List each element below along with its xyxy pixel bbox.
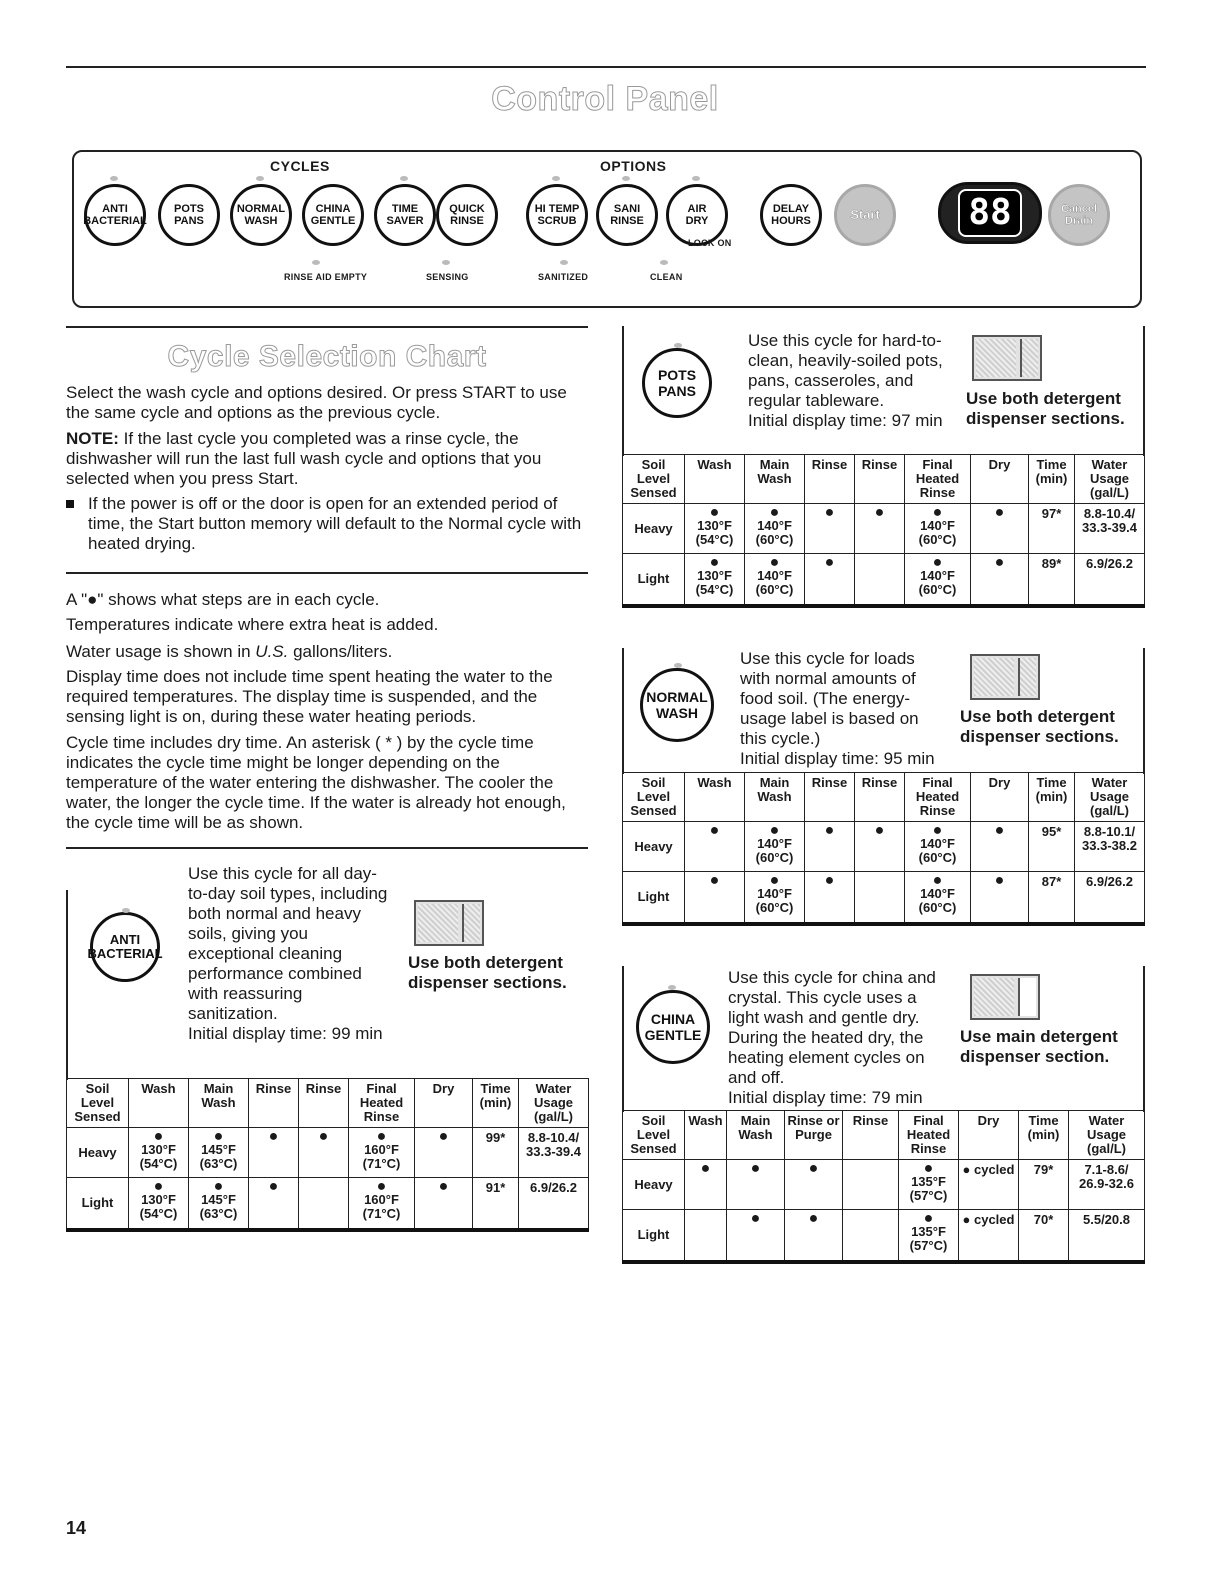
start-button[interactable]: Start: [834, 184, 896, 246]
anti-bacterial-detergent-note: Use both detergent dispenser sections.: [408, 953, 567, 992]
pots-pans-button[interactable]: POTS PANS: [158, 184, 220, 246]
legend-water-usage: Water usage is shown in U.S. gallons/liters.: [66, 642, 393, 661]
display-time-note: Display time does not include time spent heating the water to the required temperatures. The display time is suspended, and the sensing light is on, during these water heating periods.: [66, 667, 553, 726]
bullet-marker: [66, 500, 74, 508]
col-soil: Soil Level Sensed: [623, 1111, 685, 1160]
table-header-row: [623, 1111, 1145, 1160]
legend-rule-bottom: [66, 847, 588, 849]
cancel-drain-button[interactable]: Cancel Drain: [1048, 184, 1110, 246]
china-gentle-cycle-icon: CHINA GENTLE: [636, 990, 710, 1064]
led-anti-bacterial: [110, 176, 118, 181]
sanitized-light: [560, 260, 568, 265]
page-number: 14: [66, 1518, 87, 1538]
table-row: Light ● 130°F (54°C) ● 145°F (63°C) ● ● 160°F (71°C) ● 91* 6.9/26.2: [67, 1178, 589, 1230]
note-label: NOTE:: [66, 429, 119, 448]
rinse-aid-empty-label: RINSE AID EMPTY: [284, 272, 368, 282]
pots-pans-description: Use this cycle for hard-to- clean, heavily-soiled pots, pans, casseroles, and regular tableware. Initial display time: 97 min: [748, 331, 943, 430]
dispenser-both-icon: [972, 335, 1042, 381]
pots-pans-detergent-note: Use both detergent dispenser sections.: [966, 389, 1125, 428]
col-rinse-or-purge: Rinse or Purge: [785, 1111, 843, 1160]
display-readout: 88: [958, 189, 1021, 237]
time-display: [938, 182, 1042, 244]
legend-rule: [66, 572, 588, 574]
memory-bullet-text: If the power is off or the door is open for an extended period of time, the Start button memory will default to the Normal cycle with heated drying.: [88, 494, 582, 553]
normal-wash-cycle-icon: NORMAL WASH: [640, 668, 714, 742]
table-row: Light ● ● ● 135°F (57°C) ● cycled 70* 5.5/20.8: [623, 1210, 1145, 1262]
sanitized-label: SANITIZED: [538, 272, 589, 282]
anti-bacterial-cycle-icon: ANTI BACTERIAL: [90, 912, 160, 982]
quick-rinse-button[interactable]: QUICK RINSE: [436, 184, 498, 246]
dispenser-both-icon: [970, 654, 1040, 700]
table-row: Heavy ● ● ● ● 135°F (57°C) ● cycled 79* 7.1-8.6/ 26.9-32.6: [623, 1160, 1145, 1210]
china-gentle-detergent-note: Use main detergent dispenser section.: [960, 1027, 1118, 1066]
cycles-label: CYCLES: [270, 158, 330, 174]
time-saver-button[interactable]: TIME SAVER: [374, 184, 436, 246]
china-gentle-card-edge: [622, 966, 624, 1112]
clean-label: CLEAN: [650, 272, 683, 282]
sensing-light: [442, 260, 450, 265]
cycle-selection-chart-title: Cycle Selection Chart: [167, 340, 487, 373]
col-rinse: Rinse: [805, 455, 855, 504]
col-dry: Dry: [959, 1111, 1019, 1160]
normal-wash-cycle-led: [674, 663, 682, 668]
delay-hours-button[interactable]: DELAY HOURS: [760, 184, 822, 246]
col-dry: Dry: [415, 1079, 473, 1128]
anti-bacterial-cycle-led: [122, 908, 130, 913]
normal-wash-detergent-note: Use both detergent dispenser sections.: [960, 707, 1119, 746]
chart-rule-top: [66, 326, 588, 328]
anti-bacterial-button[interactable]: ANTI BACTERIAL: [84, 184, 146, 246]
table-row: Light ● ● 140°F (60°C) ● ● 140°F (60°C) ● 87* 6.9/26.2: [623, 872, 1145, 924]
col-soil: Soil Level Sensed: [623, 455, 685, 504]
led-air-dry: [692, 176, 700, 181]
table-row: Heavy ● 130°F (54°C) ● 140°F (60°C) ● ● ● 140°F (60°C) ● 97* 8.8-10.4/ 33.3-39.4: [623, 504, 1145, 554]
col-time: Time (min): [473, 1079, 519, 1128]
led-hi-temp: [552, 176, 560, 181]
clean-light: [660, 260, 668, 265]
control-panel-title: Control Panel: [491, 80, 719, 118]
note-text: If the last cycle you completed was a rinse cycle, the dishwasher will run the last full wash cycle and options that you selected when you press Start.: [66, 429, 542, 488]
normal-wash-button[interactable]: NORMAL WASH: [230, 184, 292, 246]
col-water: Water Usage (gal/L): [519, 1079, 589, 1128]
options-label: OPTIONS: [600, 158, 667, 174]
anti-bacterial-description: Use this cycle for all day- to-day soil types, including both normal and heavy soils, giving you exceptional cleaning performance combined with reassuring sanitization. Initial display time: 99 min: [188, 864, 388, 1043]
dispenser-both-icon: [414, 900, 484, 946]
table-row: Light ● 130°F (54°C) ● 140°F (60°C) ● ● 140°F (60°C) ● 89* 6.9/26.2: [623, 554, 1145, 606]
col-main-wash: Main Wash: [189, 1079, 249, 1128]
col-dry: Dry: [971, 773, 1029, 822]
table-row: Heavy ● ● 140°F (60°C) ● ● ● 140°F (60°C) ● 95* 8.8-10.1/ 33.3-38.2: [623, 822, 1145, 872]
col-rinse: Rinse: [855, 455, 905, 504]
memory-bullet: [66, 494, 588, 554]
col-final-rinse: Final Heated Rinse: [899, 1111, 959, 1160]
legend-dot: A "●" shows what steps are in each cycle.: [66, 590, 380, 609]
sensing-label: SENSING: [426, 272, 469, 282]
col-final-rinse: Final Heated Rinse: [349, 1079, 415, 1128]
col-main-wash: Main Wash: [745, 773, 805, 822]
china-gentle-button[interactable]: CHINA GENTLE: [302, 184, 364, 246]
table-header-row: [623, 773, 1145, 822]
note-paragraph: [66, 429, 588, 489]
dispenser-main-icon: [970, 974, 1040, 1020]
col-rinse: Rinse: [805, 773, 855, 822]
china-gentle-cycle-led: [668, 985, 676, 990]
control-panel: [72, 150, 1142, 308]
col-final-rinse: Final Heated Rinse: [905, 773, 971, 822]
col-dry: Dry: [971, 455, 1029, 504]
col-soil: Soil Level Sensed: [67, 1079, 129, 1128]
pots-pans-cycle-led: [674, 343, 682, 348]
sani-rinse-button[interactable]: SANI RINSE: [596, 184, 658, 246]
col-time: Time (min): [1029, 773, 1075, 822]
col-rinse: Rinse: [249, 1079, 299, 1128]
table-header-row: [67, 1079, 589, 1128]
normal-wash-card-edge: [622, 648, 624, 774]
china-gentle-table: [622, 1110, 1145, 1264]
led-time-saver: [400, 176, 408, 181]
col-time: Time (min): [1029, 455, 1075, 504]
hi-temp-scrub-button[interactable]: HI TEMP SCRUB: [526, 184, 588, 246]
intro-paragraph: Select the wash cycle and options desired. Or press START to use the same cycle and options as the previous cycle.: [66, 383, 567, 422]
table-row: Heavy ● 130°F (54°C) ● 145°F (63°C) ● ● ● 160°F (71°C) ● 99* 8.8-10.4/ 33.3-39.4: [67, 1128, 589, 1178]
anti-bacterial-card-edge: [66, 890, 68, 1080]
top-rule: [66, 66, 1146, 68]
col-soil: Soil Level Sensed: [623, 773, 685, 822]
col-rinse: Rinse: [855, 773, 905, 822]
normal-wash-table: [622, 772, 1145, 926]
pots-pans-table: [622, 454, 1145, 608]
col-time: Time (min): [1019, 1111, 1069, 1160]
col-main-wash: Main Wash: [727, 1111, 785, 1160]
col-rinse: Rinse: [299, 1079, 349, 1128]
col-main-wash: Main Wash: [745, 455, 805, 504]
col-water: Water Usage (gal/L): [1075, 455, 1145, 504]
air-dry-button[interactable]: AIR DRY: [666, 184, 728, 246]
china-gentle-description: Use this cycle for china and crystal. This cycle uses a light wash and gentle dry. During the heated dry, the heating element cycles on and off. Initial display time: 79 min: [728, 968, 936, 1107]
col-wash: Wash: [685, 773, 745, 822]
legend-temperature: Temperatures indicate where extra heat is added.: [66, 615, 439, 634]
table-header-row: [623, 455, 1145, 504]
col-wash: Wash: [685, 455, 745, 504]
cycle-time-note: Cycle time includes dry time. An asterisk ( * ) by the cycle time indicates the cycle time might be longer depending on the temperature of the water entering the dishwasher. The cooler the water, the longer the cycle time. If the water is already hot enough, the cycle time will be as shown.: [66, 733, 566, 832]
pots-pans-card-edge: [622, 326, 624, 456]
pots-pans-cycle-icon: POTS PANS: [642, 348, 712, 418]
normal-wash-description: Use this cycle for loads with normal amounts of food soil. (The energy- usage label is based on this cycle.) Initial display time: 95 min: [740, 649, 935, 768]
col-final-rinse: Final Heated Rinse: [905, 455, 971, 504]
col-wash: Wash: [129, 1079, 189, 1128]
led-sani-rinse: [622, 176, 630, 181]
rinse-aid-empty-light: [312, 260, 320, 265]
col-wash: Wash: [685, 1111, 727, 1160]
led-normal-wash: [256, 176, 264, 181]
col-water: Water Usage (gal/L): [1069, 1111, 1145, 1160]
col-rinse: Rinse: [843, 1111, 899, 1160]
lock-on-label: LOCK ON: [688, 238, 732, 248]
col-water: Water Usage (gal/L): [1075, 773, 1145, 822]
anti-bacterial-table: [66, 1078, 589, 1232]
